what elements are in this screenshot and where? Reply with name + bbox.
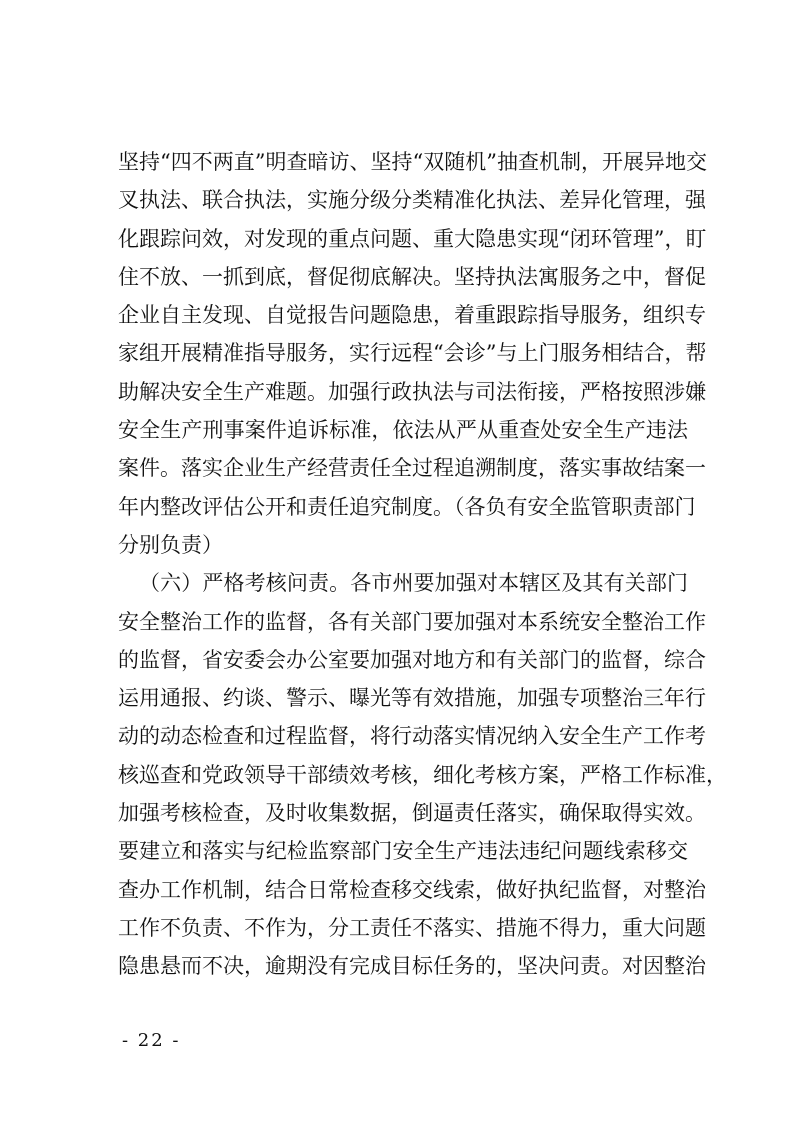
page-number: - 22 - [122, 1030, 181, 1051]
text-line: 工作不负责、不作为，分工责任不落实、措施不得力，重大问题 [118, 915, 706, 940]
section-heading-line: （六）严格考核问责。各市州要加强对本辖区及其有关部门 [139, 571, 688, 596]
text-line: 的监督，省安委会办公室要加强对地方和有关部门的监督，综合 [118, 647, 706, 672]
text-line: 安全生产刑事案件追诉标准，依法从严从重查处安全生产违法 [118, 418, 688, 443]
text-line: 化跟踪问效，对发现的重点问题、重大隐患实现“闭环管理”，盯 [118, 226, 707, 251]
text-line: 案件。落实企业生产经营责任全过程追溯制度，落实事故结案一 [118, 456, 706, 481]
text-line: 要建立和落实与纪检监察部门安全生产违法违纪问题线索移交 [118, 839, 688, 864]
text-line: 隐患悬而不决，逾期没有完成目标任务的，坚决问责。对因整治 [118, 954, 706, 979]
text-line: 安全整治工作的监督，各有关部门要加强对本系统安全整治工作 [118, 609, 706, 634]
text-line: 家组开展精准指导服务，实行远程“会诊”与上门服务相结合，帮 [118, 341, 707, 366]
text-line: 查办工作机制，结合日常检查移交线索，做好执纪监督，对整治 [118, 877, 706, 902]
text-line: 核巡查和党政领导干部绩效考核，细化考核方案，严格工作标准， [118, 762, 727, 787]
text-line: 加强考核检查，及时收集数据，倒逼责任落实，确保取得实效。 [118, 801, 706, 826]
text-line: 助解决安全生产难题。加强行政执法与司法衔接，严格按照涉嫌 [118, 379, 706, 404]
text-line: 运用通报、约谈、警示、曝光等有效措施，加强专项整治三年行 [118, 686, 706, 711]
body-text [118, 143, 727, 986]
text-line: 叉执法、联合执法，实施分级分类精准化执法、差异化管理，强 [118, 188, 706, 213]
text-line: 动的动态检查和过程监督，将行动落实情况纳入安全生产工作考 [118, 724, 706, 749]
text-line: 分别负责） [118, 532, 223, 557]
text-line: 住不放、一抓到底，督促彻底解决。坚持执法寓服务之中，督促 [118, 264, 706, 289]
text-line: 年内整改评估公开和责任追究制度。（各负有安全监管职责部门 [118, 494, 696, 519]
text-line: 企业自主发现、自觉报告问题隐患，着重跟踪指导服务，组织专 [118, 303, 706, 328]
text-line: 坚持“四不两直”明查暗访、坚持“双随机”抽查机制，开展异地交 [118, 150, 707, 174]
